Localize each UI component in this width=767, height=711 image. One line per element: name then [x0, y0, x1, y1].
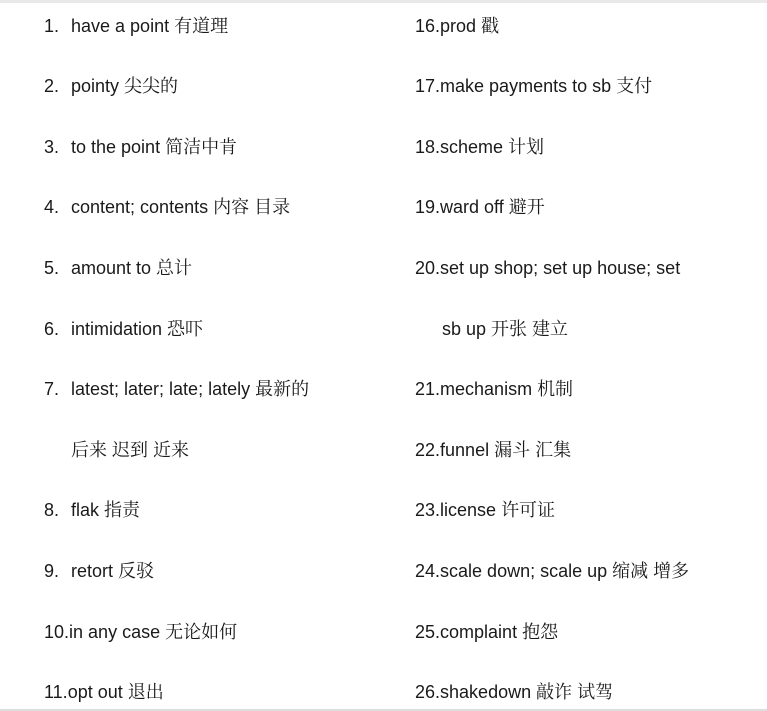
item-number: 4. — [44, 197, 60, 217]
item-text: have a point 有道理 — [71, 16, 229, 36]
item-text: sb up 开张 建立 — [442, 319, 569, 339]
list-item-continuation — [44, 438, 189, 462]
list-item — [415, 498, 555, 522]
list-item — [44, 74, 178, 98]
list-item — [44, 559, 154, 583]
list-item-continuation — [442, 317, 568, 341]
item-text: flak 指责 — [71, 500, 141, 520]
item-text: in any case 无论如何 — [69, 622, 238, 642]
item-number: 24. — [415, 561, 441, 581]
list-item — [44, 135, 237, 159]
list-item — [415, 559, 689, 583]
item-number: 5. — [44, 258, 60, 278]
item-text: scheme 计划 — [440, 137, 545, 157]
item-text: 后来 迟到 近来 — [71, 440, 190, 460]
list-item — [44, 498, 140, 522]
top-border — [0, 0, 767, 3]
list-item — [415, 256, 680, 280]
list-item — [44, 620, 237, 644]
item-number: 7. — [44, 379, 60, 399]
item-text: latest; later; late; lately 最新的 — [71, 379, 310, 399]
item-number: 18. — [415, 137, 441, 157]
list-item — [44, 14, 228, 38]
list-item — [415, 195, 545, 219]
list-item — [415, 438, 571, 462]
list-item — [44, 680, 164, 704]
item-number: 21. — [415, 379, 441, 399]
item-number: 11. — [44, 682, 68, 702]
item-number: 22. — [415, 440, 441, 460]
item-number: 25. — [415, 622, 441, 642]
item-number: 10. — [44, 622, 70, 642]
list-item — [44, 256, 192, 280]
item-text: intimidation 恐吓 — [71, 319, 204, 339]
list-item — [415, 14, 499, 38]
item-text: scale down; scale up 缩减 增多 — [440, 561, 690, 581]
list-item — [44, 377, 309, 401]
item-text: pointy 尖尖的 — [71, 76, 179, 96]
item-number: 16. — [415, 16, 441, 36]
item-text: mechanism 机制 — [440, 379, 574, 399]
item-number: 8. — [44, 500, 60, 520]
list-item — [44, 317, 203, 341]
item-number: 2. — [44, 76, 60, 96]
item-number: 23. — [415, 500, 441, 520]
item-text: to the point 简洁中肯 — [71, 137, 238, 157]
item-text: retort 反驳 — [71, 561, 155, 581]
item-number: 1. — [44, 16, 60, 36]
list-item — [415, 377, 573, 401]
item-number: 3. — [44, 137, 60, 157]
item-number: 9. — [44, 561, 60, 581]
item-text: set up shop; set up house; set — [440, 258, 681, 278]
list-item — [415, 135, 544, 159]
item-text: make payments to sb 支付 — [440, 76, 653, 96]
item-text: prod 戳 — [440, 16, 500, 36]
list-item — [415, 74, 652, 98]
item-number: 19. — [415, 197, 441, 217]
item-text: shakedown 敲诈 试驾 — [440, 682, 614, 702]
item-number: 26. — [415, 682, 441, 702]
item-text: amount to 总计 — [71, 258, 193, 278]
list-item — [415, 620, 558, 644]
item-number: 20. — [415, 258, 441, 278]
item-text: funnel 漏斗 汇集 — [440, 440, 572, 460]
item-number: 17. — [415, 76, 441, 96]
list-item — [415, 680, 613, 704]
item-number: 6. — [44, 319, 60, 339]
item-text: opt out 退出 — [67, 682, 164, 702]
item-text: license 许可证 — [440, 500, 556, 520]
list-item — [44, 195, 290, 219]
item-text: complaint 抱怨 — [440, 622, 559, 642]
item-text: content; contents 内容 目录 — [71, 197, 291, 217]
item-text: ward off 避开 — [440, 197, 545, 217]
